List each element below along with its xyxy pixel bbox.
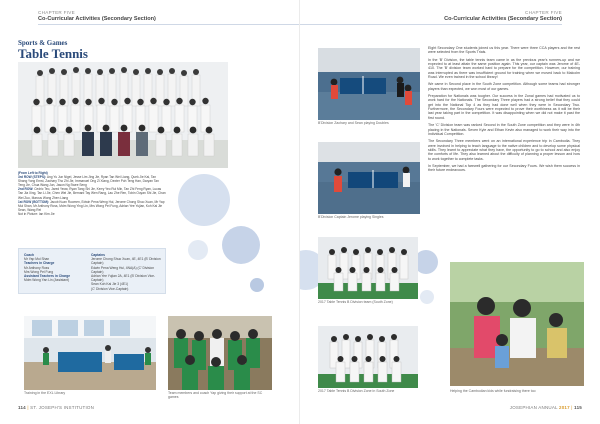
chapter-label: CHAPTER FIVE bbox=[524, 10, 562, 15]
captain-entry: Jerome Chong Shuo Xuan, 4E, 4E1 (B' Division Captain) bbox=[91, 257, 161, 266]
body-paragraph: The Secondary Three members went on an international experience trip in Cambodia. They were involved in helping to teach language to the native children and to develop some physical skills. They learnt to appreciate what they have, the opportunity to go to school and also enjoy the comforts of life. They also learned about the difficulty of planning a proper lesson and how to work together to complete tasks. bbox=[428, 139, 580, 161]
body-paragraph: Eight Secondary One students joined us this year. There were three CCA players and the rest were selected from the Sports Trials. bbox=[428, 46, 580, 55]
doubles-photo bbox=[318, 48, 420, 120]
article-body bbox=[428, 46, 580, 176]
row-label: 3rd ROW (STEPS): bbox=[18, 175, 47, 180]
right-page bbox=[300, 0, 600, 424]
right-footer: JOSEPHIAN ANNUAL 2017 | 115 bbox=[509, 405, 582, 410]
assistant-name: Mdm Wong Yan Lin (Assistant) bbox=[24, 278, 70, 283]
page-number: 115 bbox=[574, 405, 582, 410]
header-rule bbox=[300, 24, 562, 25]
teacher-name: Mr Anthony Ross bbox=[24, 265, 50, 270]
coach-name: Mr Yap Mui Shan bbox=[24, 257, 50, 262]
singles-photo bbox=[318, 142, 420, 214]
section-label: Sports & Games bbox=[18, 39, 68, 47]
photo-caption: 2017 Table Tennis B Division Zone in South Zone bbox=[318, 389, 395, 393]
decorative-circle bbox=[188, 240, 208, 260]
cambodia-photo bbox=[450, 262, 584, 386]
photo-caption: B'Division Zachary and Sean playing Doubles bbox=[318, 121, 389, 125]
left-footer: 114 | ST. JOSEPH'S INSTITUTION bbox=[18, 405, 95, 410]
body-paragraph: The 'C' Division team was ranked Second in the South Zone competition and they were in 4th placing in the Nationals. Seven Kyle and Ethan Kevin also managed to work their way into the Individual Competition. bbox=[428, 123, 580, 136]
body-paragraph: In September, we had a farewell gathering for our Secondary Fours. We wish them success in their future endeavours. bbox=[428, 163, 580, 173]
row-label: 1st ROW (BOTTOM): bbox=[18, 199, 50, 204]
page-number: 114 bbox=[18, 405, 26, 410]
body-paragraph: Preparation for Nationals was tougher. Our success in the Zonal games had motivated us to work hard for the Nationals. The Secondary Three players had a strong belief that they could get into the National Top 4 as they had done well when they were in Secondary Two. Furthermore, the Secondary Fours were expected to prove their worthiness as it will be their last year taking part in the competition. It was disappointing when we did not make it past the first round. bbox=[428, 94, 580, 120]
photo-caption: Training in the EXL Library bbox=[24, 391, 66, 395]
annual-year: 2017 bbox=[559, 405, 570, 410]
staff-box bbox=[18, 248, 166, 294]
captain-entry: Adrian Yee Yujian 2A, 4E1 (B' Division Vice-Captain) bbox=[91, 274, 156, 283]
row-text: Not in Picture: Ian Kim Jie bbox=[18, 211, 55, 216]
chapter-title: Co-Curricular Activities (Secondary Section) bbox=[444, 16, 562, 22]
row-text: Cedric Teo, Jared Yeow, Ryan Tang Shi Jie, Kerry Yeo Rui Min, Tan Zhi Feng Ryan, Lucas Tan Jia Xing, Tan Li Jie, Chen Wei Jie, Bernard Tay Wen Rang, Lau Zhe Ren, Tobin Ouyan Shi Jie, Chan Wei Zuo, Marcus Wong Zhen Liang bbox=[18, 187, 166, 200]
decorative-circle bbox=[420, 290, 434, 304]
coach-label: Coach bbox=[24, 253, 35, 257]
annual-name: JOSEPHIAN ANNUAL bbox=[509, 405, 558, 410]
b-division-team-photo bbox=[318, 237, 418, 299]
photo-caption: 2017 Table Tennis B Division team (South Zone) bbox=[318, 300, 393, 304]
row-label: 2nd ROW: bbox=[18, 187, 34, 192]
body-paragraph: We came in Second place in the South Zone competition. Although some teams had stronger players than expected, we won most of our games. bbox=[428, 82, 580, 91]
staff-column bbox=[24, 253, 86, 282]
decorative-circle bbox=[222, 226, 260, 264]
photo-caption: B'Division Captain Jerome playing Singles bbox=[318, 215, 384, 219]
captains-column bbox=[91, 253, 163, 291]
assistant-label: Assistant Teachers in Charge bbox=[24, 274, 71, 279]
photo-caption: Helping the Cambodian kids while fundraising there too bbox=[450, 389, 536, 393]
names-row bbox=[18, 187, 166, 199]
team-support-photo bbox=[168, 316, 272, 390]
captain-entry: (C' Division Vice-Captain) bbox=[91, 286, 129, 291]
header-rule bbox=[38, 24, 300, 25]
captain-entry: Sean Koh Kai Jie 3 (4E1) bbox=[91, 282, 129, 287]
photo-caption: Team members and coach Yap giving their support at the SC games bbox=[168, 391, 263, 400]
school-name: ST. JOSEPH'S INSTITUTION bbox=[30, 405, 95, 410]
chapter-title: Co-Curricular Activities (Secondary Section) bbox=[38, 16, 156, 22]
decorative-circle bbox=[178, 174, 230, 226]
names-row bbox=[18, 200, 166, 212]
team-names bbox=[18, 171, 166, 216]
names-row bbox=[18, 175, 166, 187]
names-header: (From Left to Right) bbox=[18, 171, 48, 175]
names-row bbox=[18, 212, 166, 216]
decorative-circle bbox=[250, 278, 264, 292]
body-paragraph: In the 'B' Division, the table tennis team came in as the previous year's runners-up and we expected to at least attain the same position again. This year, our captain was Jerome of 4E-410. The 'B' division team worked hard to prepare for the competition. However, our training was interrupted as there was insufficient ground for training when we moved back to Malcolm Road. We even trained in the school library! bbox=[428, 57, 580, 80]
captain-entry: Edwin Pena Weng Hui, 4NA(A) (C' Division Captain) bbox=[91, 265, 155, 274]
c-division-team-photo bbox=[318, 326, 418, 388]
row-text: Jacob Kuan Ruomen, Edwin Pena Weng Hui, Jerome Chong Shuo Xuan, Mr Yap Mui Shan, Mr Anthony Ross, Mdm Wong Ying Lin, Mrs Wong Pei Fung, Adrian Yee Yujian, Koh Kai Jie Sean, Wang Rei bbox=[18, 199, 165, 212]
captains-label: Captains bbox=[91, 253, 105, 257]
team-photo bbox=[18, 62, 228, 168]
row-text: Ang Yu Jun Nigel, Jesse Lim Jing Jie, Ryan Tan Wei Liang, Quek Jie Kai, Tan Shang Yong Ernst, Zachary Tho Zhi Jie, Immanuel Ong Zi Xiang, Dexter Poh Teng Han, Daryan Tan Teng Jie, Chua Wang Jun, Jason Ng Swee Seng bbox=[18, 175, 159, 188]
library-training-photo bbox=[24, 316, 156, 390]
teacher-name: Mrs Wong Pei Fung bbox=[24, 269, 54, 274]
teachers-label: Teachers in Charge bbox=[24, 261, 55, 266]
chapter-label: CHAPTER FIVE bbox=[38, 10, 76, 15]
page-title: Table Tennis bbox=[18, 46, 88, 61]
